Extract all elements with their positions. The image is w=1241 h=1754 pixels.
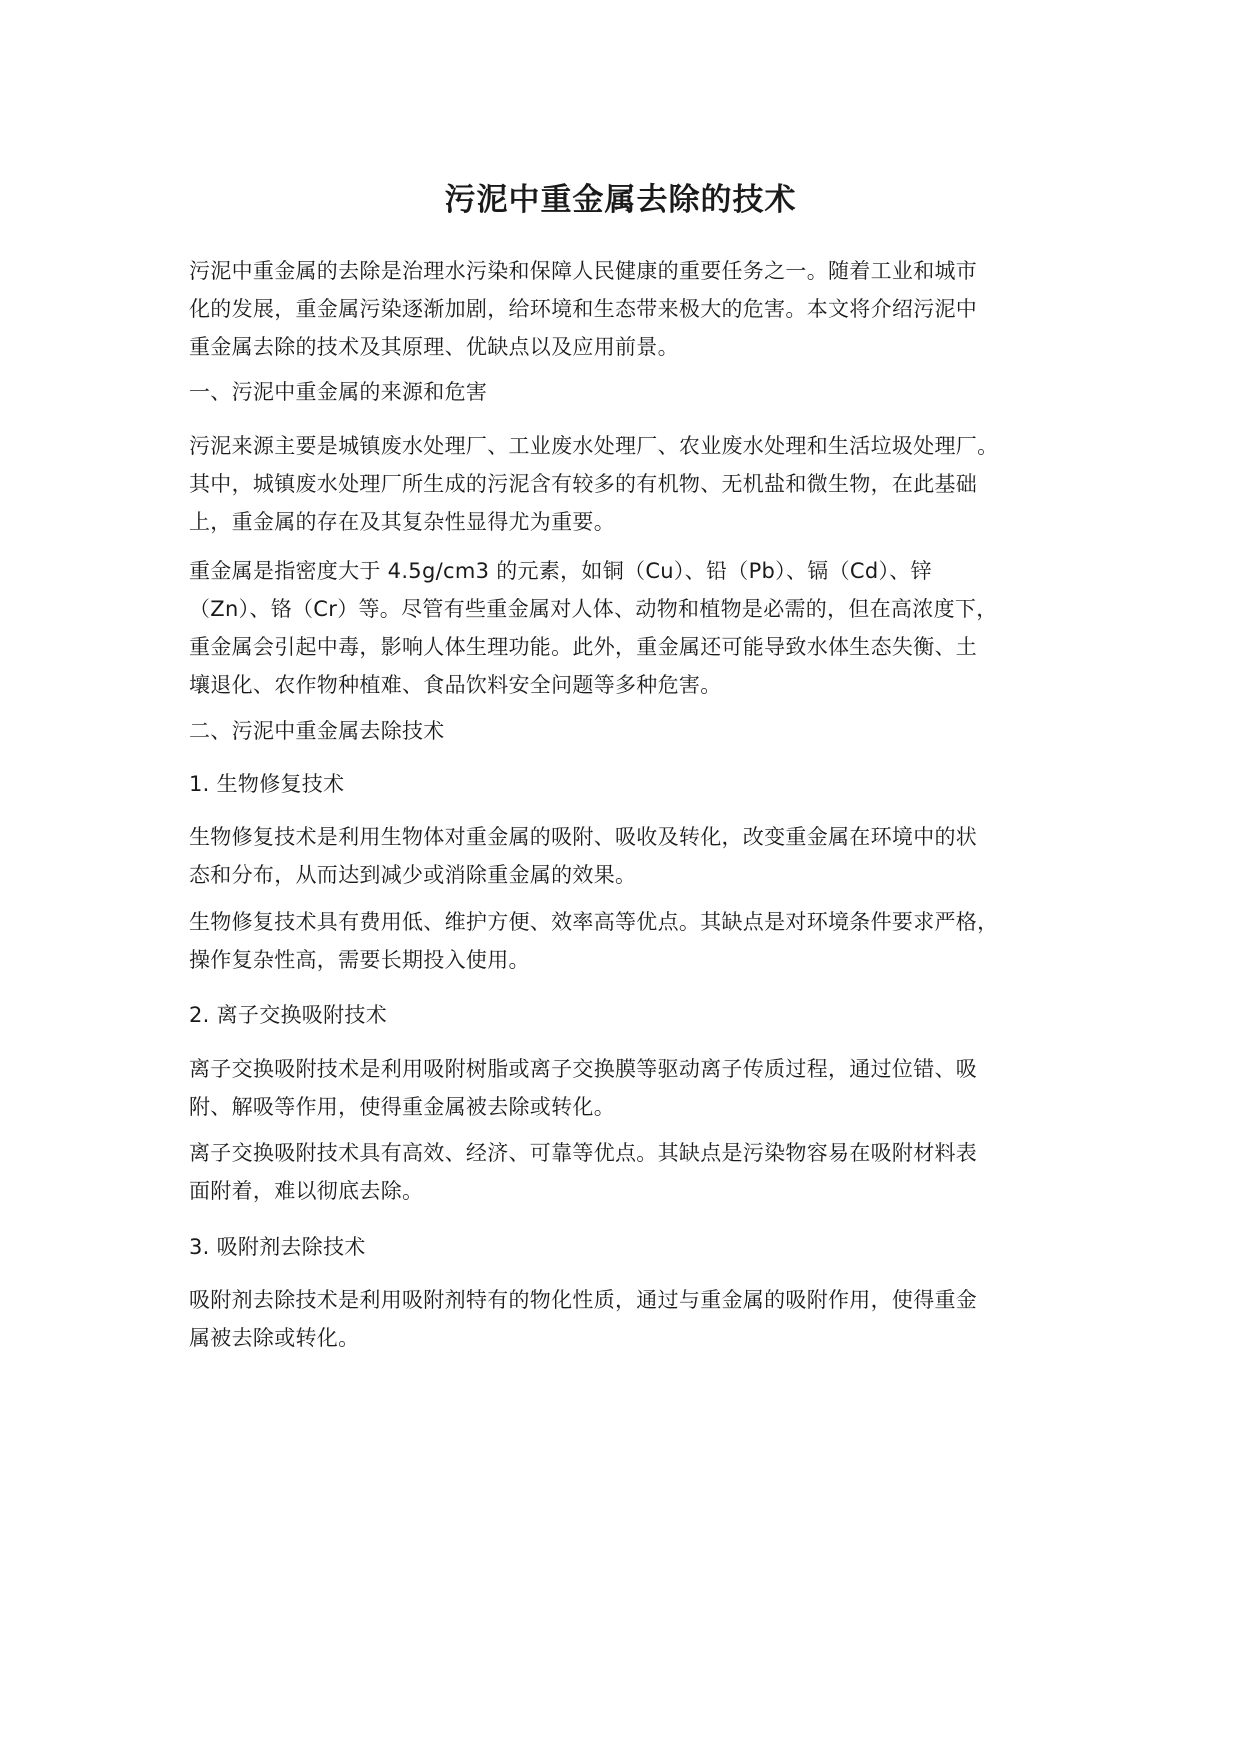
text-line: 上，重金属的存在及其复杂性显得尤为重要。 [189,510,615,534]
heading-text: 3. 吸附剂去除技术 [189,1235,366,1259]
text-line: 生物修复技术是利用生物体对重金属的吸附、吸收及转化，改变重金属在环境中的状 [189,825,978,849]
text-line: 污泥来源主要是城镇废水处理厂、工业废水处理厂、农业废水处理和生活垃圾处理厂。 [189,434,999,458]
text-line: 操作复杂性高，需要长期投入使用。 [189,948,530,972]
text-line: 吸附剂去除技术是利用吸附剂特有的物化性质，通过与重金属的吸附作用，使得重金 [189,1288,978,1312]
tech-3-paragraph-1 [189,1281,1074,1357]
heading-text: 一、污泥中重金属的来源和危害 [189,380,488,404]
tech-1-heading [189,765,1074,803]
intro-paragraph [189,252,1074,366]
text-line: 附、解吸等作用，使得重金属被去除或转化。 [189,1095,615,1119]
section-1-paragraph-1 [189,427,1074,541]
tech-3-heading [189,1228,1074,1266]
text-line: 生物修复技术具有费用低、维护方便、效率高等优点。其缺点是对环境条件要求严格， [189,910,999,934]
section-1-heading [189,373,1074,411]
text-line: 重金属是指密度大于 4.5g/cm3 的元素，如铜（Cu）、铅（Pb）、镉（Cd）、锌 [189,559,932,583]
document-title: 污泥中重金属去除的技术 [444,182,797,218]
tech-1-paragraph-2 [189,903,1074,979]
text-line: 属被去除或转化。 [189,1326,360,1350]
text-line: 面附着，难以彻底去除。 [189,1179,424,1203]
text-line: 重金属去除的技术及其原理、优缺点以及应用前景。 [189,335,679,359]
text-line: 态和分布，从而达到减少或消除重金属的效果。 [189,863,637,887]
tech-2-paragraph-2 [189,1134,1074,1210]
text-line: 重金属会引起中毒，影响人体生理功能。此外，重金属还可能导致水体生态失衡、土 [189,635,978,659]
heading-text: 2. 离子交换吸附技术 [189,1003,388,1027]
text-line: 其中，城镇废水处理厂所生成的污泥含有较多的有机物、无机盐和微生物，在此基础 [189,472,978,496]
text-line: 壤退化、农作物种植难、食品饮料安全问题等多种危害。 [189,673,722,697]
tech-2-paragraph-1 [189,1050,1074,1126]
text-line: 离子交换吸附技术具有高效、经济、可靠等优点。其缺点是污染物容易在吸附材料表 [189,1141,978,1165]
section-1-paragraph-2 [189,552,1074,704]
section-2-heading [189,712,1074,750]
tech-1-paragraph-1 [189,818,1074,894]
text-line: （Zn）、铬（Cr）等。尽管有些重金属对人体、动物和植物是必需的，但在高浓度下， [189,597,998,621]
tech-2-heading [189,996,1074,1034]
text-line: 化的发展，重金属污染逐渐加剧，给环境和生态带来极大的危害。本文将介绍污泥中 [189,297,978,321]
heading-text: 二、污泥中重金属去除技术 [189,719,445,743]
text-line: 污泥中重金属的去除是治理水污染和保障人民健康的重要任务之一。随着工业和城市 [189,259,978,283]
text-line: 离子交换吸附技术是利用吸附树脂或离子交换膜等驱动离子传质过程，通过位错、吸 [189,1057,978,1081]
heading-text: 1. 生物修复技术 [189,772,345,796]
